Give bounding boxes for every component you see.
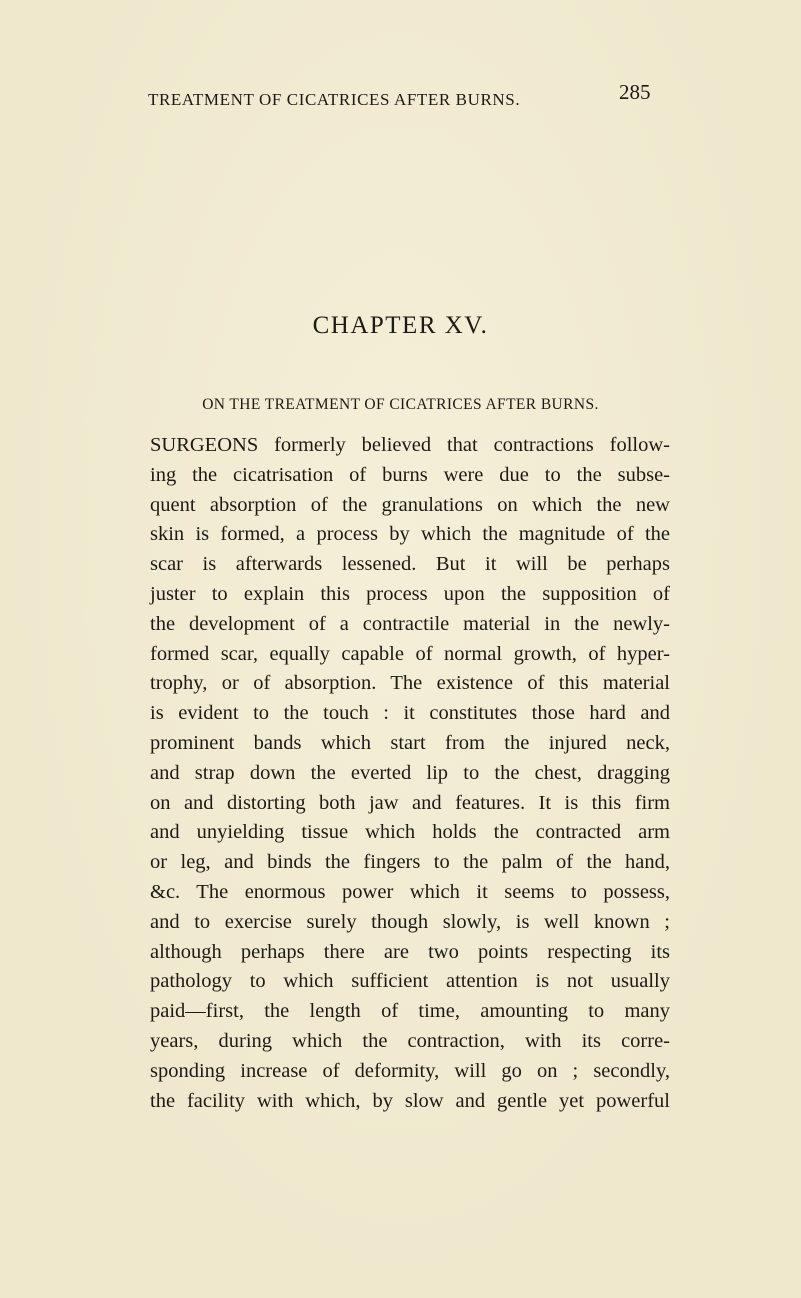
- text-line: paid—first, the length of time, amounting to many: [150, 1000, 670, 1023]
- text-line: juster to explain this process upon the supposition of: [150, 582, 670, 605]
- text-line: on and distorting both jaw and features. It is this firm: [150, 791, 670, 814]
- text-line: and strap down the everted lip to the chest, dragging: [150, 761, 670, 784]
- text-line: prominent bands which start from the injured neck,: [150, 731, 670, 754]
- text-line: quent absorption of the granulations on which the new: [150, 493, 670, 516]
- text-line: or leg, and binds the fingers to the palm of the hand,: [150, 851, 670, 874]
- text-line: the development of a contractile material in the newly-: [150, 612, 670, 635]
- text-line: although perhaps there are two points respecting its: [150, 940, 670, 963]
- text-line: pathology to which sufficient attention is not usually: [150, 970, 670, 993]
- text-line: ing the cicatrisation of burns were due to the subse-: [150, 463, 670, 486]
- text-line: &c. The enormous power which it seems to possess,: [150, 880, 670, 903]
- text-line: and to exercise surely though slowly, is well known ;: [150, 910, 670, 933]
- text-line: and unyielding tissue which holds the contracted arm: [150, 821, 670, 844]
- text-line: scar is afterwards lessened. But it will be perhaps: [150, 553, 670, 576]
- text-line: skin is formed, a process by which the magnitude of the: [150, 523, 670, 546]
- text-line: is evident to the touch : it constitutes those hard and: [150, 702, 670, 725]
- running-head: TREATMENT OF CICATRICES AFTER BURNS.: [148, 90, 521, 109]
- text-line: the facility with which, by slow and gentle yet powerful: [150, 1089, 670, 1112]
- text-line: sponding increase of deformity, will go on ; secondly,: [150, 1059, 670, 1082]
- text-line: formed scar, equally capable of normal growth, of hyper-: [150, 642, 670, 665]
- chapter-subtitle: ON THE TREATMENT OF CICATRICES AFTER BURNS.: [202, 396, 599, 413]
- chapter-title: CHAPTER XV.: [312, 312, 489, 339]
- page-number: 285: [619, 80, 651, 104]
- body-paragraph: [150, 431, 670, 1116]
- text-line: trophy, or of absorption. The existence of this material: [150, 672, 670, 695]
- text-line: years, during which the contraction, with its corre-: [150, 1029, 670, 1052]
- text-line: SURGEONS formerly believed that contractions follow-: [150, 434, 670, 456]
